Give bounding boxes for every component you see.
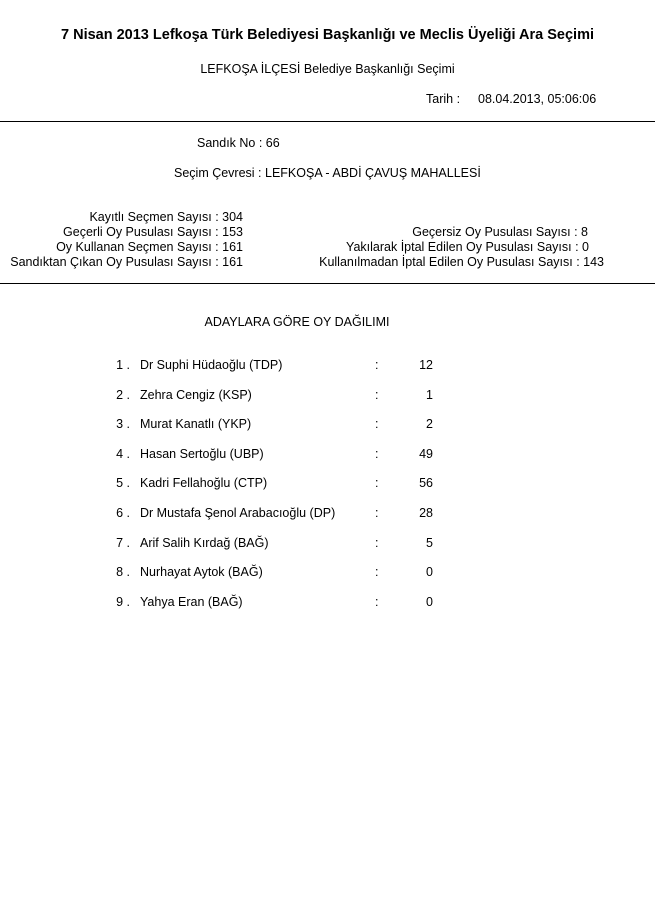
ballots-from-box: Sandıktan Çıkan Oy Pusulası Sayısı : 161 xyxy=(10,255,243,269)
candidate-name: Yahya Eran (BAĞ) xyxy=(140,595,243,609)
candidate-votes: 56 xyxy=(419,476,433,490)
candidate-votes: 49 xyxy=(419,447,433,461)
candidate-votes: 2 xyxy=(426,417,433,431)
separator: : xyxy=(375,358,379,372)
candidate-name: Arif Salih Kırdağ (BAĞ) xyxy=(140,536,269,550)
separator: : xyxy=(375,447,379,461)
candidate-row xyxy=(0,565,655,585)
burned-cancelled-ballots: Yakılarak İptal Edilen Oy Pusulası Sayısı : 0 xyxy=(346,240,589,254)
valid-ballots: Geçerli Oy Pusulası Sayısı : 153 xyxy=(63,225,243,239)
candidate-number: 3 . xyxy=(116,417,130,431)
candidate-name: Dr Suphi Hüdaoğlu (TDP) xyxy=(140,358,283,372)
candidate-number: 5 . xyxy=(116,476,130,490)
candidate-votes: 0 xyxy=(426,595,433,609)
candidate-row xyxy=(0,476,655,496)
top-divider xyxy=(0,121,655,122)
ballot-box-number: Sandık No : 66 xyxy=(197,136,280,150)
candidate-votes: 1 xyxy=(426,388,433,402)
candidate-name: Murat Kanatlı (YKP) xyxy=(140,417,252,431)
candidate-row xyxy=(0,536,655,556)
candidate-votes: 12 xyxy=(419,358,433,372)
candidate-row xyxy=(0,388,655,408)
candidate-number: 8 . xyxy=(116,565,130,579)
election-district: Seçim Çevresi : LEFKOŞA - ABDİ ÇAVUŞ MAHALLESİ xyxy=(174,166,481,180)
candidate-votes: 0 xyxy=(426,565,433,579)
separator: : xyxy=(375,565,379,579)
separator: : xyxy=(375,476,379,490)
separator: : xyxy=(375,417,379,431)
separator: : xyxy=(375,506,379,520)
candidate-number: 7 . xyxy=(116,536,130,550)
candidate-name: Dr Mustafa Şenol Arabacıoğlu (DP) xyxy=(140,506,336,520)
date-label: Tarih : xyxy=(426,92,461,106)
results-title: ADAYLARA GÖRE OY DAĞILIMI xyxy=(204,315,390,329)
candidate-number: 4 . xyxy=(116,447,130,461)
candidate-name: Zehra Cengiz (KSP) xyxy=(140,388,252,402)
separator: : xyxy=(375,536,379,550)
candidate-name: Hasan Sertoğlu (UBP) xyxy=(140,447,264,461)
candidate-row xyxy=(0,506,655,526)
candidate-row xyxy=(0,595,655,615)
registered-voters: Kayıtlı Seçmen Sayısı : 304 xyxy=(89,210,243,224)
voters-cast: Oy Kullanan Seçmen Sayısı : 161 xyxy=(56,240,243,254)
candidate-row xyxy=(0,417,655,437)
candidate-row xyxy=(0,447,655,467)
page-title: 7 Nisan 2013 Lefkoşa Türk Belediyesi Başkanlığı ve Meclis Üyeliği Ara Seçimi xyxy=(61,27,594,43)
unused-cancelled-ballots: Kullanılmadan İptal Edilen Oy Pusulası Sayısı : 143 xyxy=(319,255,604,269)
candidate-votes: 28 xyxy=(419,506,433,520)
election-subtitle: LEFKOŞA İLÇESİ Belediye Başkanlığı Seçimi xyxy=(200,62,455,76)
separator: : xyxy=(375,388,379,402)
stats-divider xyxy=(0,283,655,284)
candidate-name: Nurhayat Aytok (BAĞ) xyxy=(140,565,263,579)
separator: : xyxy=(375,595,379,609)
candidate-number: 2 . xyxy=(116,388,130,402)
candidate-number: 6 . xyxy=(116,506,130,520)
candidate-row xyxy=(0,358,655,378)
candidate-number: 1 . xyxy=(116,358,130,372)
candidate-votes: 5 xyxy=(426,536,433,550)
date-value: 08.04.2013, 05:06:06 xyxy=(478,92,597,106)
candidate-name: Kadri Fellahoğlu (CTP) xyxy=(140,476,268,490)
invalid-ballots: Geçersiz Oy Pusulası Sayısı : 8 xyxy=(412,225,588,239)
candidate-number: 9 . xyxy=(116,595,130,609)
